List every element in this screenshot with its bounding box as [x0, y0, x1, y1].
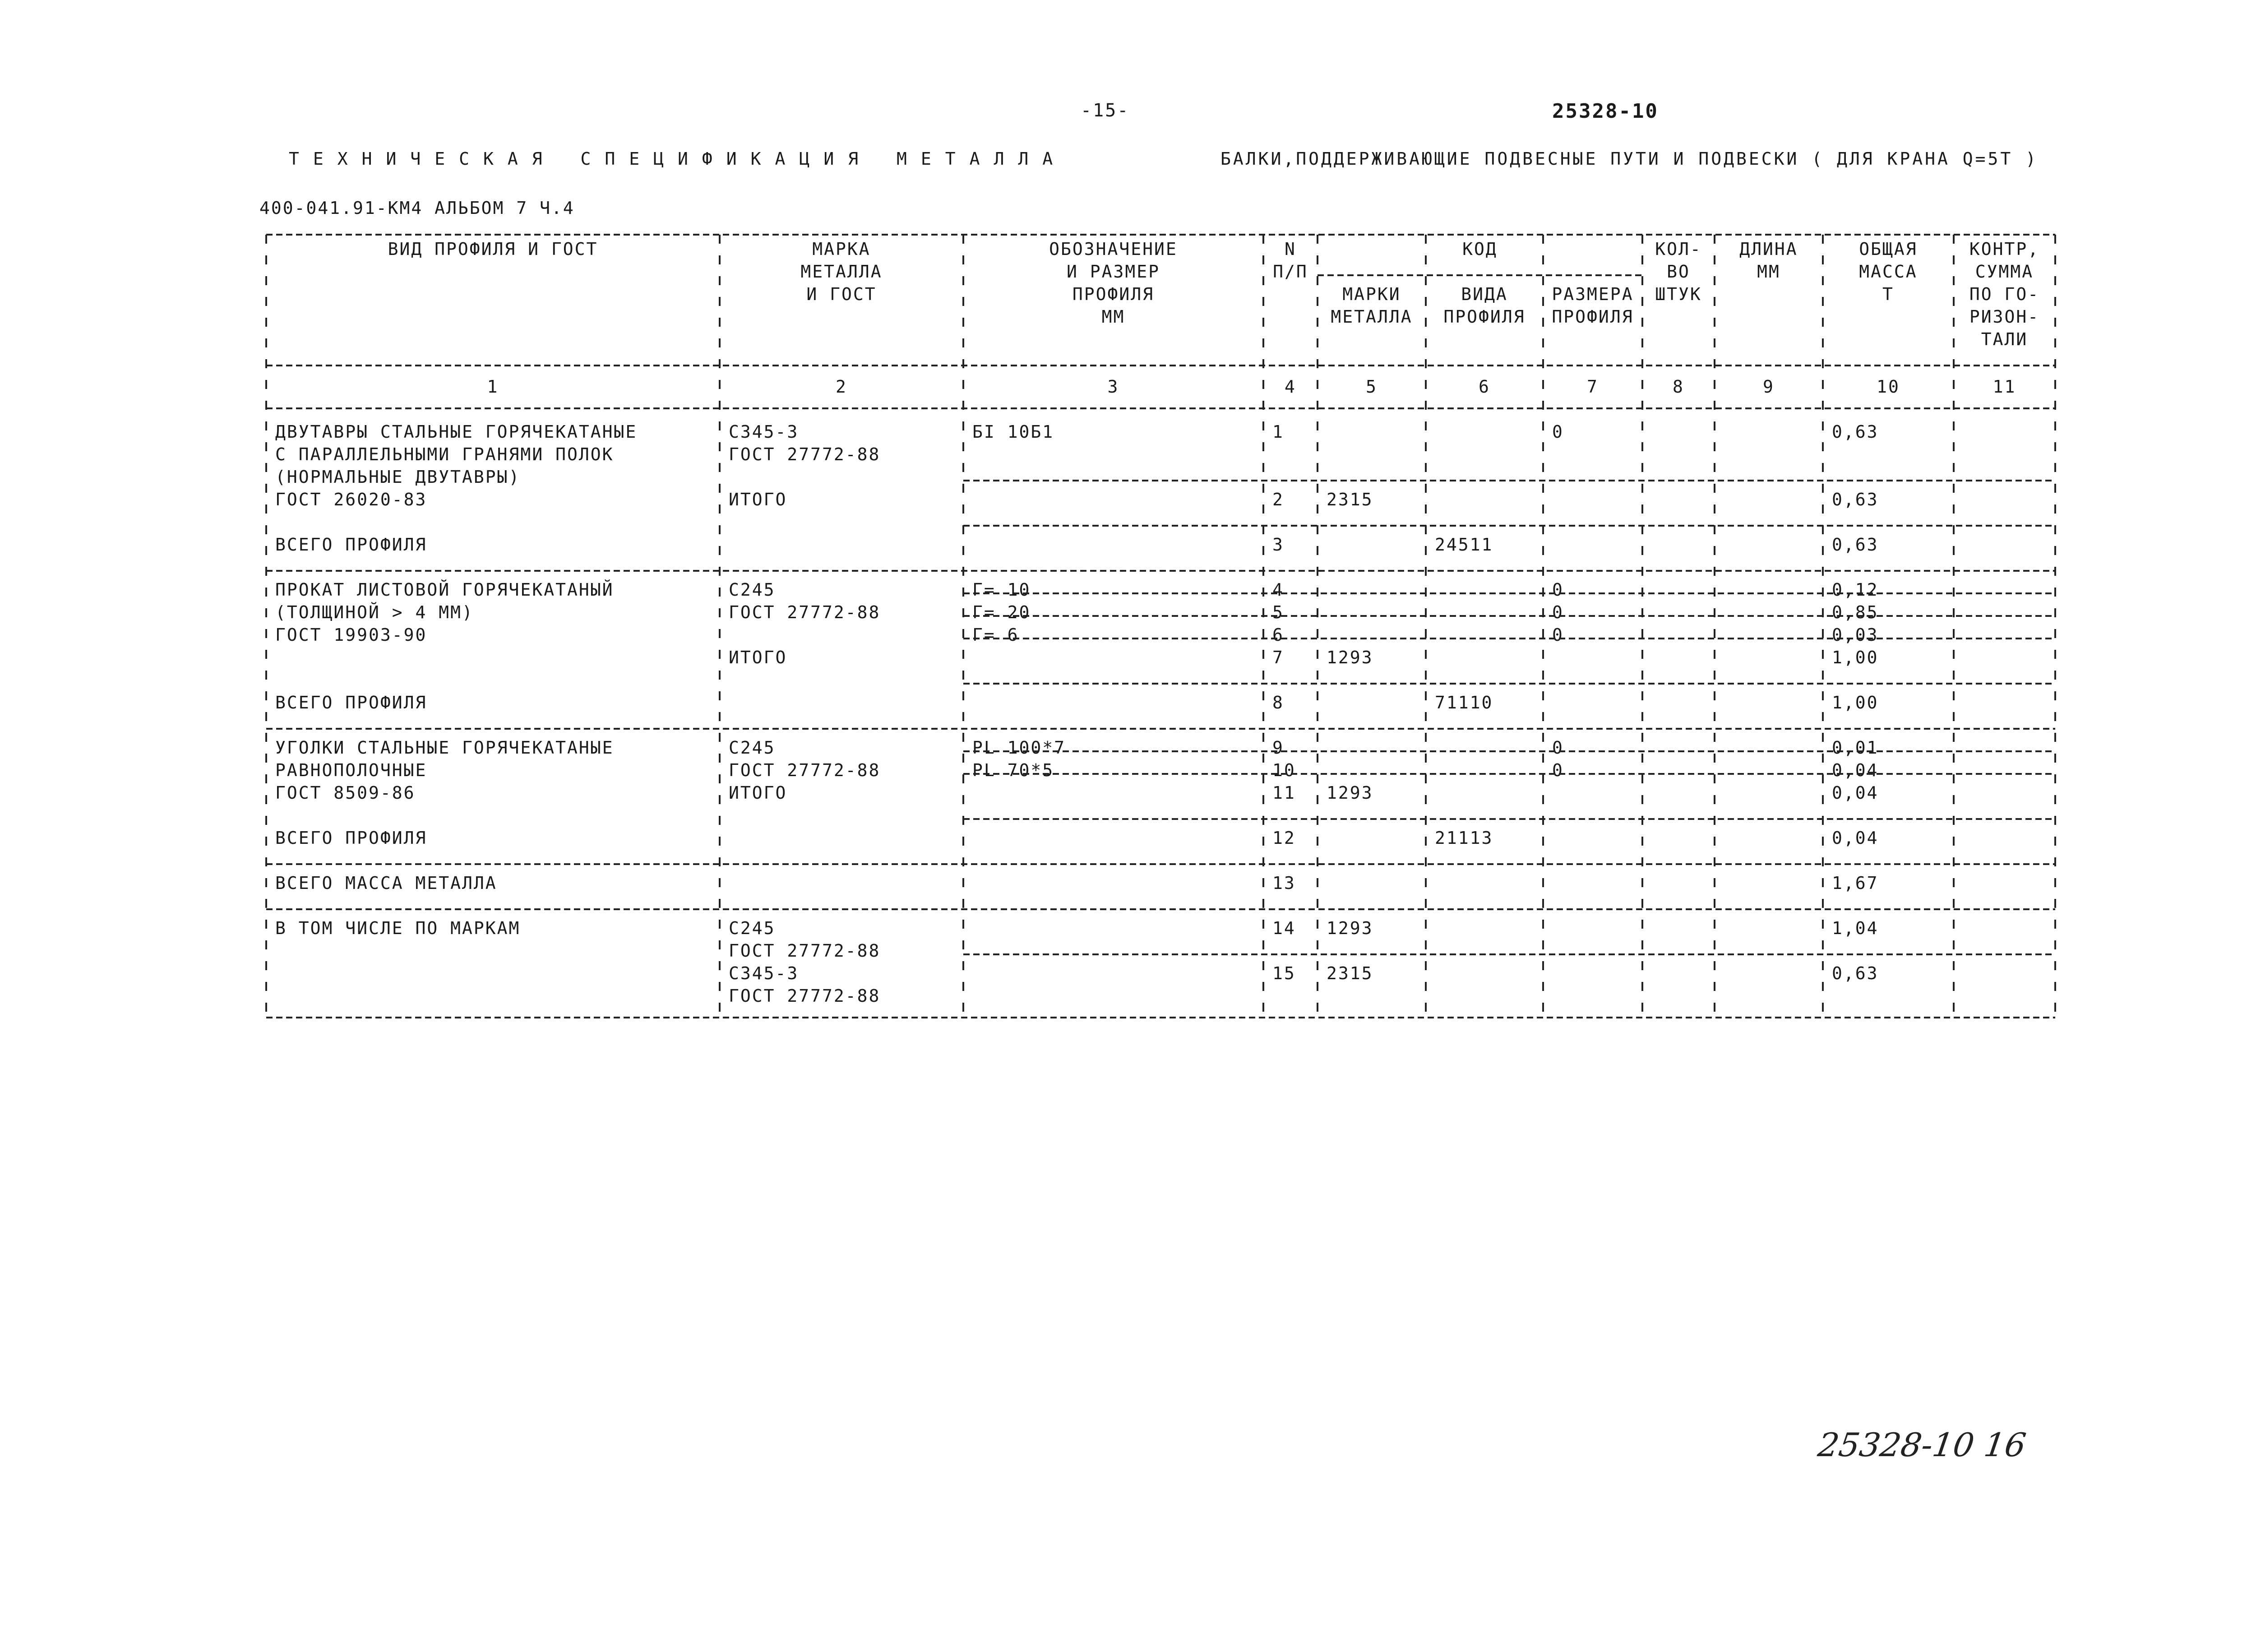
- size-code: 0: [1552, 422, 1564, 442]
- profile-type-text: ДВУТАВРЫ СТАЛЬНЫЕ ГОРЯЧЕКАТАНЫЕ: [275, 422, 638, 442]
- column-number: 4: [1285, 377, 1296, 397]
- metal-code: 1293: [1327, 783, 1373, 803]
- header-profile-size: ПРОФИЛЯ: [1072, 284, 1155, 304]
- column-number: 2: [836, 377, 847, 397]
- profile-type-text: ВСЕГО МАССА МЕТАЛЛА: [275, 873, 497, 893]
- size-code: 0: [1552, 625, 1564, 645]
- item-number: 15: [1272, 963, 1296, 983]
- total-mass: 0,01: [1832, 738, 1879, 758]
- item-number: 9: [1272, 738, 1284, 758]
- profile-type-text: (НОРМАЛЬНЫЕ ДВУТАВРЫ): [275, 467, 521, 487]
- column-number: 11: [1992, 377, 2016, 397]
- item-number: 10: [1272, 760, 1296, 780]
- header-metal-code: МАРКИ: [1342, 284, 1401, 304]
- header-metal-code: МЕТАЛЛА: [1331, 307, 1413, 327]
- metal-grade-text: С245: [729, 580, 776, 600]
- header-metal-grade: МЕТАЛЛА: [800, 262, 883, 282]
- size-code: 0: [1552, 738, 1564, 758]
- size-code: 0: [1552, 580, 1564, 600]
- item-number: 1: [1272, 422, 1284, 442]
- header-checksum: СУММА: [1975, 262, 2034, 282]
- item-number: 4: [1272, 580, 1284, 600]
- header-checksum: КОНТР,: [1969, 239, 2040, 259]
- size-code: 0: [1552, 602, 1564, 622]
- total-mass: 0,63: [1832, 535, 1879, 555]
- profile-size-text: Г= 10: [972, 580, 1031, 600]
- total-mass: 0,04: [1832, 783, 1879, 803]
- header-metal-grade: МАРКА: [812, 239, 871, 259]
- profile-type-text: УГОЛКИ СТАЛЬНЫЕ ГОРЯЧЕКАТАНЫЕ: [275, 738, 614, 758]
- item-number: 7: [1272, 648, 1284, 667]
- total-mass: 1,00: [1832, 648, 1879, 667]
- item-number: 5: [1272, 602, 1284, 622]
- column-number: 5: [1366, 377, 1378, 397]
- header-total-mass: ОБЩАЯ: [1859, 239, 1918, 259]
- item-number: 8: [1272, 693, 1284, 713]
- profile-type-text: ВСЕГО ПРОФИЛЯ: [275, 693, 427, 713]
- header-length: ДЛИНА: [1739, 239, 1798, 259]
- header-profile-size: ОБОЗНАЧЕНИЕ: [1049, 239, 1178, 259]
- header-profile-size: И РАЗМЕР: [1066, 262, 1160, 282]
- profile-code: 24511: [1435, 535, 1493, 555]
- item-number: 6: [1272, 625, 1284, 645]
- profile-type-text: РАВНОПОЛОЧНЫЕ: [275, 760, 427, 780]
- profile-size-text: Г= 20: [972, 602, 1031, 622]
- profile-type-text: ГОСТ 8509-86: [275, 783, 416, 803]
- header-quantity: ШТУК: [1655, 284, 1702, 304]
- column-number: 8: [1673, 377, 1684, 397]
- header-quantity: КОЛ-: [1655, 239, 1702, 259]
- column-number: 10: [1877, 377, 1900, 397]
- header-item-number: N: [1285, 239, 1296, 259]
- header-total-mass: МАССА: [1859, 262, 1918, 282]
- profile-size-text: PL 100*7: [972, 738, 1066, 758]
- profile-size-text: PL 70*5: [972, 760, 1054, 780]
- header-metal-grade: И ГОСТ: [806, 284, 877, 304]
- metal-grade-text: ИТОГО: [729, 490, 787, 509]
- metal-code: 2315: [1327, 963, 1373, 983]
- profile-code: 21113: [1435, 828, 1493, 848]
- item-number: 13: [1272, 873, 1296, 893]
- metal-grade-text: С245: [729, 738, 776, 758]
- profile-type-text: (ТОЛЩИНОЙ > 4 ММ): [275, 602, 474, 622]
- column-number: 7: [1587, 377, 1599, 397]
- header-checksum: ПО ГО-: [1969, 284, 2040, 304]
- column-number: 9: [1763, 377, 1775, 397]
- metal-grade-text: ИТОГО: [729, 648, 787, 667]
- profile-type-text: ПРОКАТ ЛИСТОВОЙ ГОРЯЧЕКАТАНЫЙ: [275, 580, 614, 600]
- item-number: 12: [1272, 828, 1296, 848]
- profile-size-text: БI 10Б1: [972, 422, 1054, 442]
- column-number: 1: [487, 377, 499, 397]
- header-code: КОД: [1462, 239, 1498, 259]
- header-size-code: РАЗМЕРА: [1552, 284, 1634, 304]
- header-profile-code: ПРОФИЛЯ: [1443, 307, 1526, 327]
- total-mass: 0,63: [1832, 422, 1879, 442]
- handwritten-sheet-code: 25328-10 16: [1816, 1426, 2029, 1464]
- document-code: 25328-10: [1552, 100, 1659, 123]
- total-mass: 0,04: [1832, 760, 1879, 780]
- metal-grade-text: ГОСТ 27772-88: [729, 602, 881, 622]
- profile-type-text: В ТОМ ЧИСЛЕ ПО МАРКАМ: [275, 918, 521, 938]
- item-number: 3: [1272, 535, 1284, 555]
- header-profile-type: ВИД ПРОФИЛЯ И ГОСТ: [388, 239, 598, 259]
- total-mass: 1,04: [1832, 918, 1879, 938]
- header-size-code: ПРОФИЛЯ: [1552, 307, 1634, 327]
- total-mass: 0,12: [1832, 580, 1879, 600]
- metal-code: 1293: [1327, 648, 1373, 667]
- header-item-number: П/П: [1273, 262, 1308, 282]
- item-number: 11: [1272, 783, 1296, 803]
- profile-size-text: Г= 6: [972, 625, 1019, 645]
- item-number: 2: [1272, 490, 1284, 509]
- spec-subtitle: БАЛКИ,ПОДДЕРЖИВАЮЩИЕ ПОДВЕСНЫЕ ПУТИ И ПОДВЕСКИ ( ДЛЯ КРАНА Q=5Т ): [1220, 149, 2039, 169]
- profile-type-text: ГОСТ 26020-83: [275, 490, 427, 509]
- size-code: 0: [1552, 760, 1564, 780]
- album-reference: 400-041.91-КМ4 АЛЬБОМ 7 Ч.4: [259, 198, 575, 218]
- spec-title: ТЕХНИЧЕСКАЯ СПЕЦИФИКАЦИЯ МЕТАЛЛА: [289, 149, 1067, 169]
- total-mass: 0,03: [1832, 625, 1879, 645]
- metal-grade-text: С345-3: [729, 422, 799, 442]
- column-number: 3: [1107, 377, 1119, 397]
- metal-grade-text: ГОСТ 27772-88: [729, 941, 881, 961]
- header-length: ММ: [1757, 262, 1780, 282]
- metal-code: 2315: [1327, 490, 1373, 509]
- header-quantity: ВО: [1667, 262, 1690, 282]
- total-mass: 0,63: [1832, 490, 1879, 509]
- metal-grade-text: ИТОГО: [729, 783, 787, 803]
- page-number: -15-: [1081, 100, 1130, 121]
- profile-type-text: ВСЕГО ПРОФИЛЯ: [275, 535, 427, 555]
- header-checksum: РИЗОН-: [1969, 307, 2040, 327]
- metal-grade-text: ГОСТ 27772-88: [729, 444, 881, 464]
- metal-grade-text: ГОСТ 27772-88: [729, 986, 881, 1006]
- column-number: 6: [1479, 377, 1490, 397]
- total-mass: 0,63: [1832, 963, 1879, 983]
- total-mass: 1,67: [1832, 873, 1879, 893]
- total-mass: 0,85: [1832, 602, 1879, 622]
- profile-type-text: ГОСТ 19903-90: [275, 625, 427, 645]
- profile-type-text: ВСЕГО ПРОФИЛЯ: [275, 828, 427, 848]
- header-checksum: ТАЛИ: [1981, 329, 2028, 349]
- header-profile-size: ММ: [1101, 307, 1125, 327]
- metal-grade-text: С345-3: [729, 963, 799, 983]
- total-mass: 0,04: [1832, 828, 1879, 848]
- item-number: 14: [1272, 918, 1296, 938]
- total-mass: 1,00: [1832, 693, 1879, 713]
- profile-type-text: С ПАРАЛЛЕЛЬНЫМИ ГРАНЯМИ ПОЛОК: [275, 444, 614, 464]
- profile-code: 71110: [1435, 693, 1493, 713]
- header-total-mass: Т: [1882, 284, 1894, 304]
- metal-code: 1293: [1327, 918, 1373, 938]
- header-profile-code: ВИДА: [1461, 284, 1508, 304]
- metal-grade-text: ГОСТ 27772-88: [729, 760, 881, 780]
- metal-grade-text: С245: [729, 918, 776, 938]
